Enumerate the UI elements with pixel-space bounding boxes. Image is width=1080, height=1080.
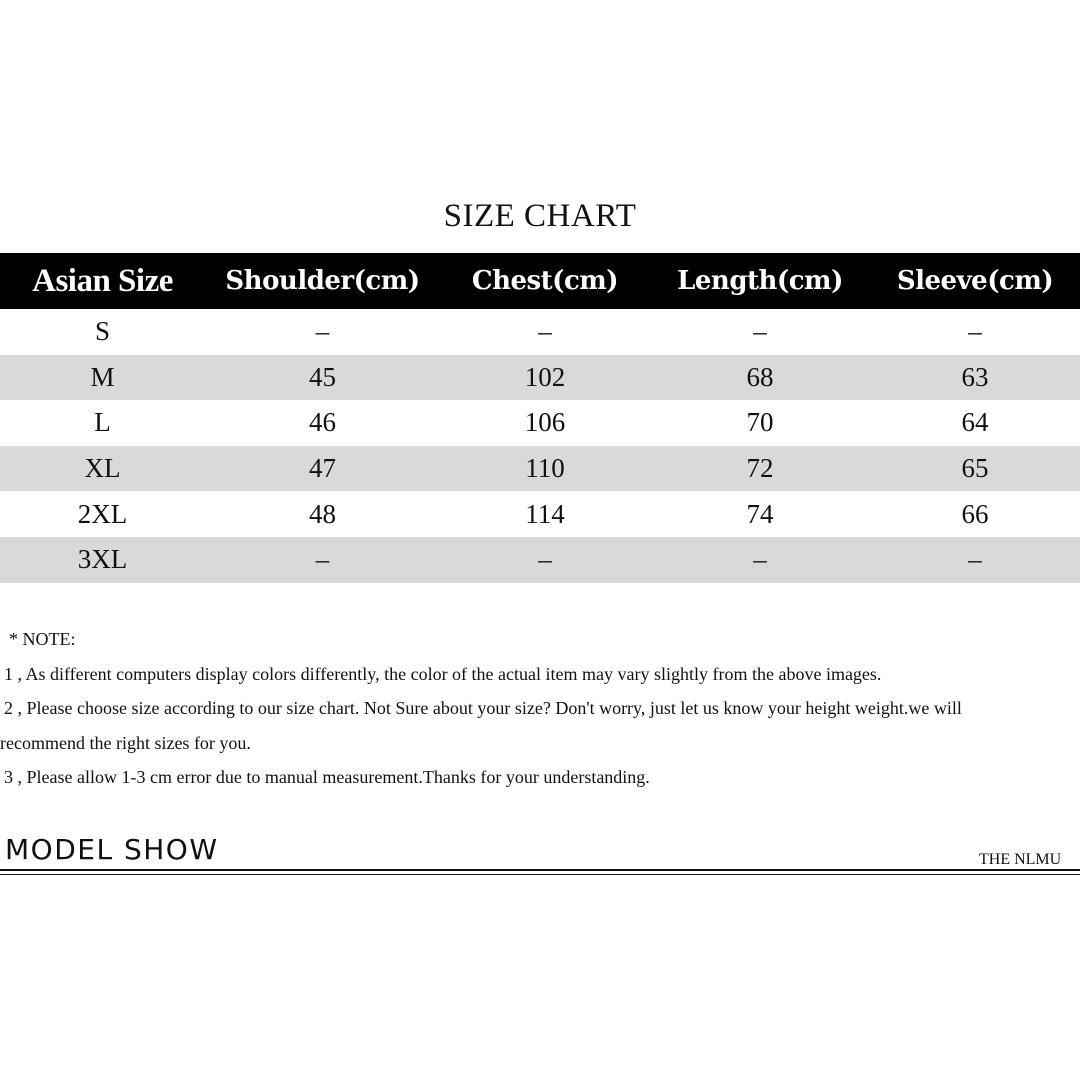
page-title: SIZE CHART	[443, 198, 637, 234]
header-asian-size: Asian Size	[32, 262, 173, 299]
notes-section	[0, 622, 1080, 795]
brand-label: THE NLMU	[979, 851, 1062, 868]
chest-cell: –	[538, 316, 552, 347]
size-cell: S	[94, 316, 111, 347]
chest-cell: 114	[525, 498, 565, 529]
table-row	[0, 355, 1080, 401]
length-cell: 74	[746, 498, 774, 529]
table-row	[0, 446, 1080, 492]
note-line-3: 3 , Please allow 1-3 cm error due to manual measurement.Thanks for your understanding.	[4, 767, 650, 787]
sleeve-cell: –	[968, 544, 982, 575]
length-cell: 72	[746, 453, 774, 484]
size-cell: M	[90, 361, 115, 392]
table-row	[0, 309, 1080, 355]
length-cell: 68	[746, 361, 774, 392]
header-chest: Chest(cm)	[471, 266, 619, 296]
size-table	[0, 253, 1080, 583]
table-row	[0, 491, 1080, 537]
size-cell: L	[94, 407, 111, 438]
note-line-2-continued: recommend the right sizes for you.	[0, 732, 251, 753]
length-cell: –	[753, 544, 767, 575]
sleeve-cell: 64	[961, 407, 989, 438]
header-shoulder: Shoulder(cm)	[225, 266, 420, 296]
shoulder-cell: 45	[309, 361, 336, 392]
sleeve-cell: 66	[961, 498, 989, 529]
header-length: Length(cm)	[677, 266, 843, 296]
shoulder-cell: –	[315, 544, 330, 575]
model-show-heading: MODEL SHOW	[5, 833, 219, 866]
table-row	[0, 537, 1080, 583]
divider-thick	[0, 869, 1080, 871]
shoulder-cell: 46	[309, 407, 336, 438]
size-cell: XL	[84, 453, 121, 484]
chest-cell: 106	[524, 407, 566, 438]
shoulder-cell: 47	[309, 453, 336, 484]
sleeve-cell: –	[968, 316, 982, 347]
shoulder-cell: 48	[309, 498, 336, 529]
note-line-2: 2 , Please choose size according to our size chart. Not Sure about your size? Don't worry, just let us know your height weight.we will	[4, 698, 962, 718]
note-heading: * NOTE:	[9, 629, 76, 649]
header-sleeve: Sleeve(cm)	[896, 266, 1054, 296]
shoulder-cell: –	[315, 316, 330, 347]
size-cell: 2XL	[77, 498, 128, 529]
table-row	[0, 400, 1080, 446]
table-header-row	[0, 253, 1080, 309]
length-cell: 70	[746, 407, 774, 438]
size-cell: 3XL	[77, 544, 128, 575]
chest-cell: 102	[524, 361, 566, 392]
length-cell: –	[753, 316, 767, 347]
sleeve-cell: 63	[961, 361, 989, 392]
chest-cell: 110	[525, 453, 565, 484]
note-line-1: 1 , As different computers display colors differently, the color of the actual item may vary slightly from the above images.	[4, 663, 882, 684]
chest-cell: –	[538, 544, 552, 575]
divider-thin	[0, 874, 1080, 875]
sleeve-cell: 65	[961, 453, 989, 484]
